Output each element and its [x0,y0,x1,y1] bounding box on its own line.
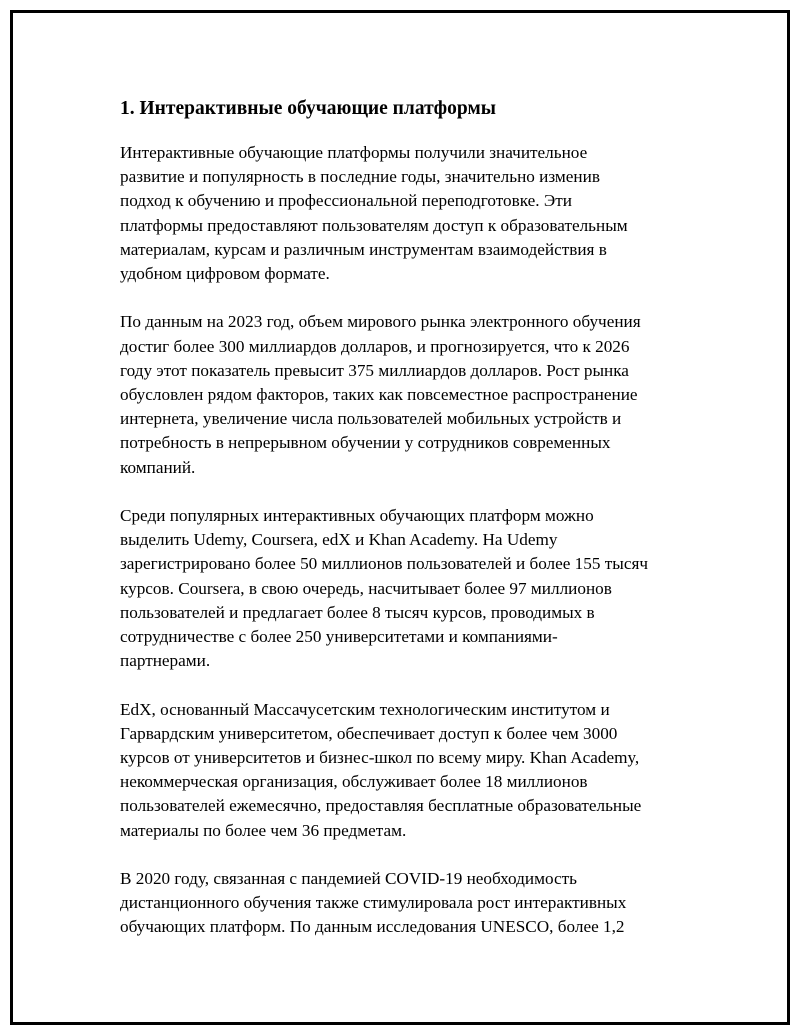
text-line: партнерами. [120,651,211,671]
paragraph-market [120,310,710,479]
text-line: некоммерческая организация, обслуживает более 18 миллионов [120,772,588,792]
text-line: интернета, увеличение числа пользователей мобильных устройств и [120,409,622,429]
text-line: платформы предоставляют пользователям доступ к образовательным [120,215,628,235]
text-line: удобном цифровом формате. [120,264,330,284]
text-line: Гарвардским университетом, обеспечивает доступ к более чем 3000 [120,723,618,743]
text-line: обусловлен рядом факторов, таких как повсеместное распространение [120,385,638,405]
text-line: EdX, основанный Массачусетским технологическим институтом и [120,699,610,719]
text-line: курсов. Coursera, в свою очередь, насчитывает более 97 миллионов [120,578,612,598]
text-line: достиг более 300 миллиардов долларов, и прогнозируется, что к 2026 [120,336,630,356]
document-content [120,97,710,964]
text-line: потребность в непрерывном обучении у сотрудников современных [120,433,611,453]
text-line: Среди популярных интерактивных обучающих платформ можно [120,506,594,526]
text-line: По данным на 2023 год, объем мирового рынка электронного обучения [120,312,641,332]
text-line: подход к обучению и профессиональной переподготовке. Эти [120,191,572,211]
text-line: сотрудничестве с более 250 университетами и компаниями- [120,627,558,647]
text-line: материалы по более чем 36 предметам. [120,820,407,840]
document-page [10,10,790,1025]
paragraph-edx-khan [120,698,710,843]
paragraph-covid [120,867,710,940]
text-line: дистанционного обучения также стимулировала рост интерактивных [120,893,627,913]
text-line: курсов от университетов и бизнес-школ по всему миру. Khan Academy, [120,748,640,768]
text-line: выделить Udemy, Coursera, edX и Khan Academy. На Udemy [120,530,558,550]
text-line: компаний. [120,457,196,477]
text-line: пользователей и предлагает более 8 тысяч курсов, проводимых в [120,602,595,622]
text-line: В 2020 году, связанная с пандемией COVID-19 необходимость [120,869,577,889]
text-line: обучающих платформ. По данным исследования UNESCO, более 1,2 [120,917,625,937]
text-line: Интерактивные обучающие платформы получили значительное [120,143,588,162]
text-line: пользователей ежемесячно, предоставляя бесплатные образовательные [120,796,642,816]
paragraph-platforms [120,504,710,673]
text-line: зарегистрировано более 50 миллионов пользователей и более 155 тысяч [120,554,649,574]
text-line: году этот показатель превысит 375 миллиардов долларов. Рост рынка [120,360,629,380]
text-line: материалам, курсам и различным инструментам взаимодействия в [120,239,607,259]
section-heading: 1. Интерактивные обучающие платформы [120,98,496,119]
text-line: развитие и популярность в последние годы, значительно изменив [120,167,600,187]
paragraph-intro [120,141,710,286]
